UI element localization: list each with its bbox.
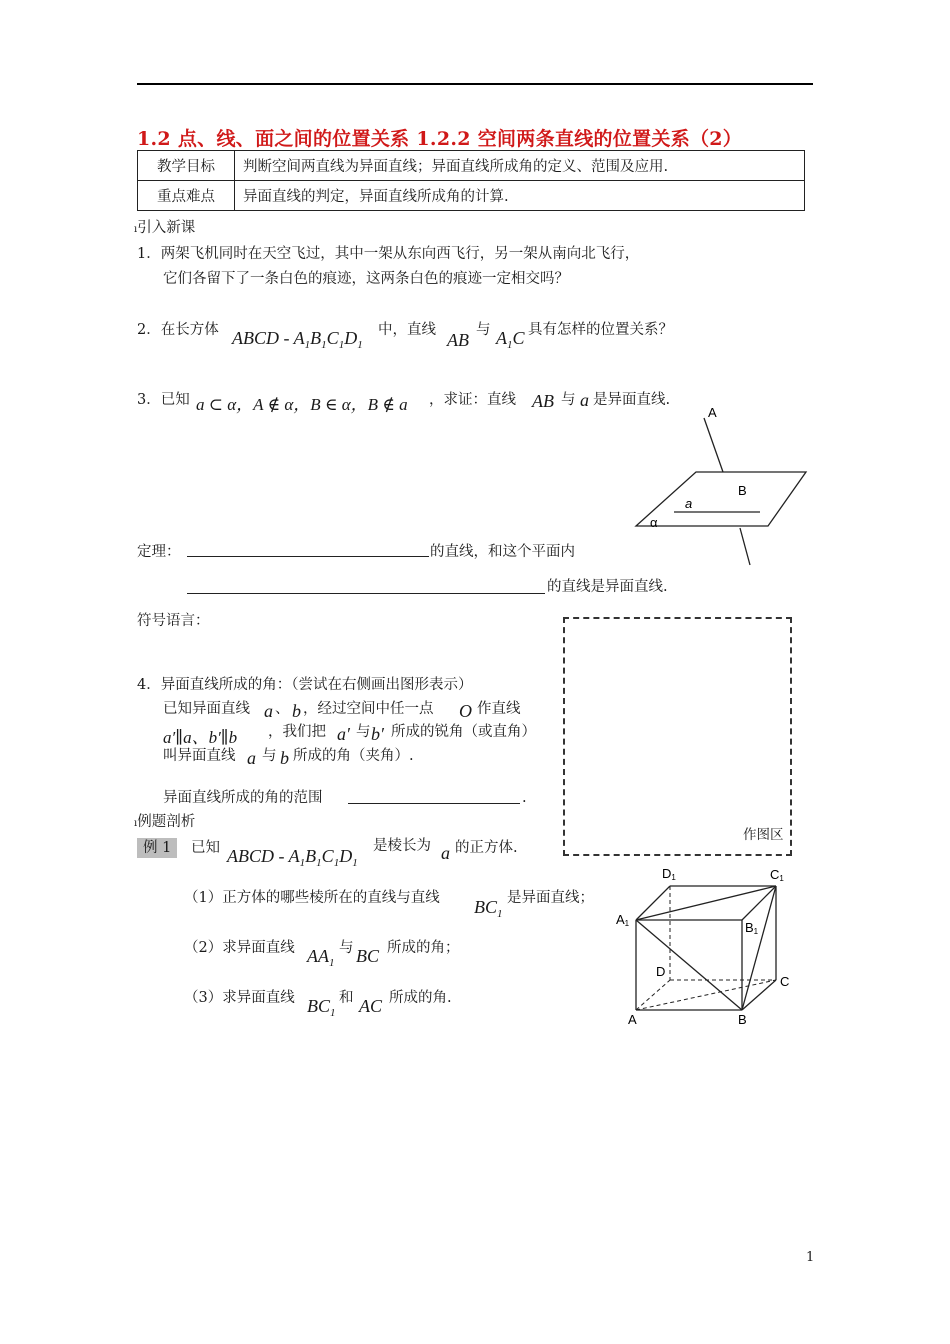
page-number: 1 <box>806 1250 815 1265</box>
label-A1: A1 <box>616 912 630 928</box>
math-edge-a: a <box>441 843 450 863</box>
math-a: a <box>580 390 589 410</box>
math-b-prime: b′ <box>371 724 384 744</box>
symbol-language: 符号语言： <box>137 613 210 629</box>
plane-figure <box>630 400 810 570</box>
question-4-l4b: 与 <box>262 748 277 764</box>
question-4-l3b: ，我们把 <box>268 724 326 740</box>
question-4-l4c: 所成的角（夹角）. <box>293 748 414 764</box>
edge-a1d1 <box>636 886 670 920</box>
line-ab-lower <box>740 528 750 565</box>
question-4-l2b: 、 <box>275 701 290 717</box>
goals-key: 重点难点 <box>138 181 235 211</box>
drawing-area-label: 作图区 <box>743 827 784 843</box>
example-1-prefix: 已知 <box>191 840 220 856</box>
diag-a1b <box>636 920 742 1010</box>
math-bc1: $BC_1$ <box>474 897 503 920</box>
part-1-prefix: （1）正方体的哪些棱所在的直线与直线 <box>184 890 440 906</box>
math-o: O <box>459 701 472 721</box>
math-ab-2: AB <box>532 391 554 411</box>
label-alpha: α <box>650 515 658 530</box>
math-bc1-2: $BC_1$ <box>307 996 336 1019</box>
question-1-line1: 1．两架飞机同时在天空飞过，其中一架从东向西飞行，另一架从南向北飞行， <box>137 246 640 262</box>
question-2-mid2: 与 <box>476 322 491 338</box>
bullet-mark: ı <box>134 224 138 235</box>
drawing-area[interactable] <box>563 617 792 856</box>
plane-alpha <box>636 472 806 526</box>
question-3-mid: ，求证：直线 <box>429 392 516 408</box>
examples-heading-text: 例题剖析 <box>137 814 196 830</box>
math-ac: AC <box>359 996 383 1016</box>
intro-heading <box>134 218 195 240</box>
label-B: B <box>738 483 747 498</box>
question-2-suffix: 具有怎样的位置关系？ <box>528 322 673 338</box>
bullet-mark: ı <box>134 818 138 829</box>
part-2-mid: 与 <box>339 940 354 956</box>
question-2-prefix: 2．在长方体 <box>137 322 219 338</box>
angle-range-blank <box>348 803 520 804</box>
math-a-q4-2: a <box>247 748 256 768</box>
question-4-l2c: ，经过空间中任一点 <box>303 701 434 717</box>
example-1-end: 的正方体. <box>455 840 518 856</box>
cube-figure <box>612 862 802 1032</box>
label-A: A <box>708 405 717 420</box>
part-3-prefix: （3）求异面直线 <box>184 990 295 1006</box>
theorem-label: 定理： <box>137 544 181 560</box>
math-b-q4-2: b <box>280 748 289 768</box>
question-4-line1: 4．异面直线所成的角：（尝试在右侧画出图形表示） <box>137 677 473 693</box>
question-4-l2a: 已知异面直线 <box>163 701 250 717</box>
diag-bc1 <box>742 886 776 1010</box>
question-4-l4a: 叫异面直线 <box>163 748 236 764</box>
line-ab-upper <box>704 418 723 472</box>
theorem-blank-2 <box>187 593 545 594</box>
example-tag: 例 1 <box>137 838 177 858</box>
label-D: D <box>656 964 666 979</box>
part-3-suffix: 所成的角. <box>389 990 452 1006</box>
label-C: C <box>780 974 790 989</box>
angle-range-end: . <box>522 790 527 806</box>
math-a-q4: a <box>264 701 273 721</box>
question-3-suffix: 是异面直线. <box>593 392 671 408</box>
math-aa1: $AA_1$ <box>307 946 335 969</box>
math-parallels: a′∥a、b′∥b <box>163 728 238 747</box>
math-bc: BC <box>356 946 380 966</box>
math-a-prime: a′ <box>337 724 350 744</box>
page-title: 1.2 点、线、面之间的位置关系 1.2.2 空间两条直线的位置关系（2） <box>137 128 743 150</box>
math-b-q4: b <box>292 701 301 721</box>
goals-value: 判断空间两直线为异面直线；异面直线所成角的定义、范围及应用. <box>235 151 805 181</box>
part-2-suffix: 所成的角； <box>387 940 460 956</box>
edge-bc <box>742 980 776 1010</box>
diag-a1c1 <box>636 886 776 920</box>
theorem-mid: 的直线，和这个平面内 <box>430 544 575 560</box>
part-3-mid: 和 <box>339 990 354 1006</box>
label-a: a <box>685 496 693 511</box>
theorem-blank-1 <box>187 556 429 557</box>
examples-heading <box>134 812 195 834</box>
angle-range: 异面直线所成的角的范围 <box>163 790 323 806</box>
intro-heading-text: 引入新课 <box>137 220 196 236</box>
question-4-l2d: 作直线 <box>477 701 521 717</box>
math-cuboid: ABCD - $A_1B_1C_1D_1$ <box>232 328 363 351</box>
example-1-suffix: 是棱长为 <box>373 838 431 854</box>
question-1-line2: 它们各留下了一条白色的痕迹，这两条白色的痕迹一定相交吗？ <box>163 271 569 287</box>
goals-table <box>137 150 805 211</box>
edge-hidden-ad <box>636 980 670 1010</box>
math-a1c: $A_1C$ <box>496 328 525 351</box>
question-3-prefix: 3．已知 <box>137 392 190 408</box>
label-C1: C1 <box>770 867 784 883</box>
question-4-l3c: 与 <box>356 724 371 740</box>
header-rule <box>137 83 813 85</box>
diag-hidden-ac <box>636 980 776 1010</box>
part-2-prefix: （2）求异面直线 <box>184 940 295 956</box>
goals-row <box>138 151 805 181</box>
goals-row <box>138 181 805 211</box>
label-B: B <box>738 1012 747 1027</box>
question-3-mid2: 与 <box>561 392 576 408</box>
label-B1: B1 <box>745 920 759 936</box>
goals-value: 异面直线的判定，异面直线所成角的计算. <box>235 181 805 211</box>
math-cube: ABCD - $A_1B_1C_1D_1$ <box>227 846 358 869</box>
math-given: a ⊂ α，A ∉ α，B ∈ α，B ∉ a <box>196 395 408 414</box>
theorem-end: 的直线是异面直线. <box>547 579 668 595</box>
goals-key: 教学目标 <box>138 151 235 181</box>
math-ab: AB <box>447 330 469 350</box>
label-D1: D1 <box>662 866 676 882</box>
part-1-suffix: 是异面直线； <box>507 890 594 906</box>
question-2-mid1: 中，直线 <box>378 322 436 338</box>
label-A: A <box>628 1012 637 1027</box>
question-4-l3d: 所成的锐角（或直角） <box>391 724 536 740</box>
